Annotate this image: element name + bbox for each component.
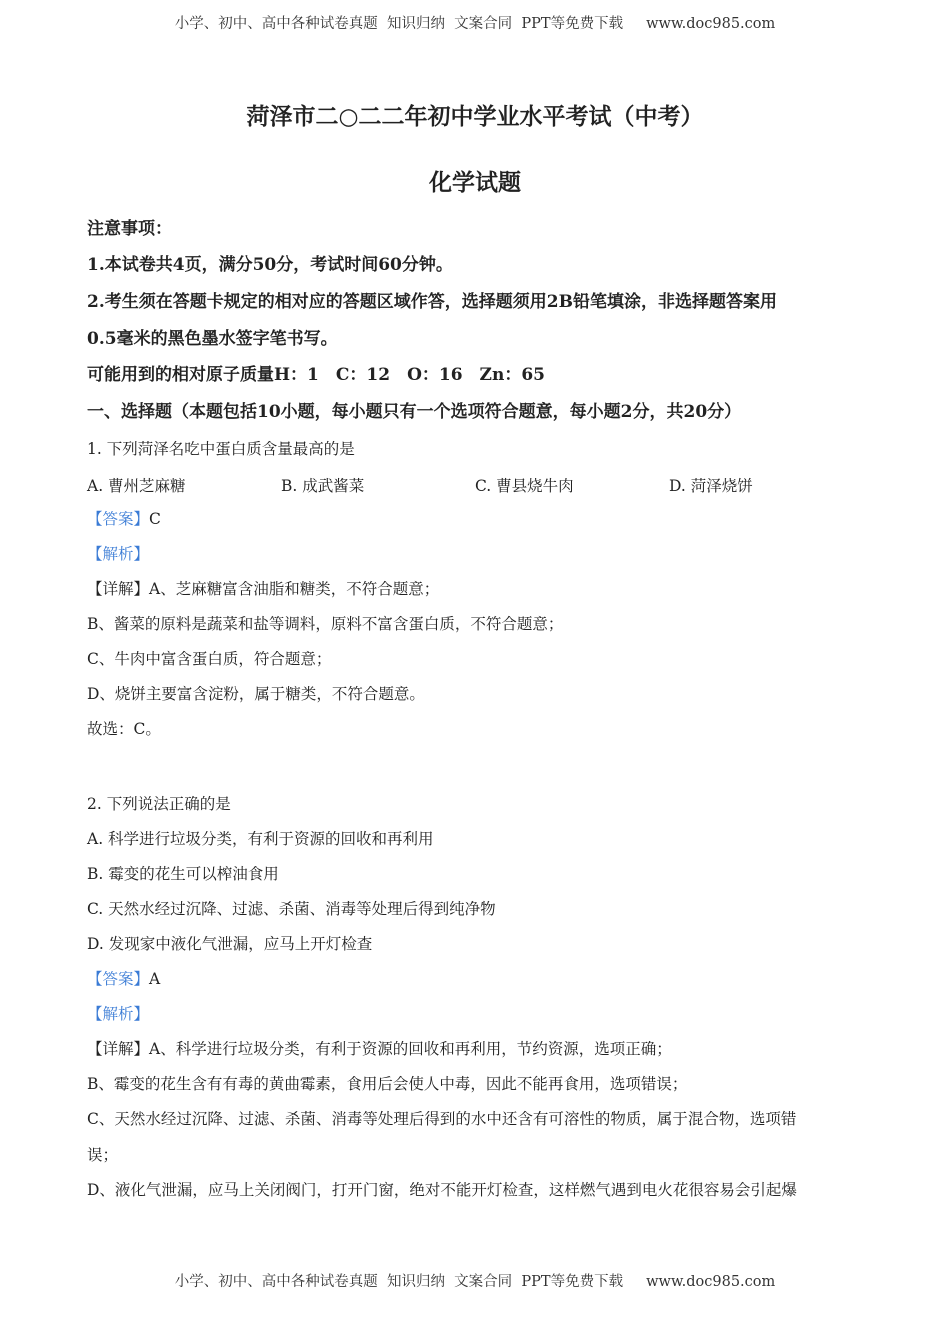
answer-value: A — [149, 970, 161, 988]
option-c: C. 曹县烧牛肉 — [475, 477, 574, 495]
detail-line: 【详解】A、科学进行垃圾分类，有利于资源的回收和再利用，节约资源，选项正确； — [87, 1040, 672, 1058]
answer-line — [87, 969, 160, 989]
analysis-label: 【解析】 — [87, 1005, 150, 1023]
page-footer: 小学、初中、高中各种试卷真题 知识归纳 文案合同 PPT等免费下载 www.doc985.com — [174, 1274, 776, 1290]
detail-line: D、烧饼主要富含淀粉，属于糖类，不符合题意。 — [87, 685, 425, 703]
note-line: 0.5毫米的黑色墨水签字笔书写。 — [87, 329, 338, 349]
detail-line: 误； — [87, 1146, 119, 1164]
notes-heading: 注意事项： — [87, 219, 172, 239]
question-stem: 2. 下列说法正确的是 — [87, 795, 231, 813]
option-d: D. 菏泽烧饼 — [669, 477, 753, 495]
option-a: A. 曹州芝麻糖 — [87, 477, 186, 495]
answer-value: C — [149, 510, 161, 528]
option-d: D. 发现家中液化气泄漏，应马上开灯检查 — [87, 935, 373, 953]
answer-line — [87, 509, 161, 529]
option-b: B. 成武酱菜 — [281, 477, 365, 495]
page-header: 小学、初中、高中各种试卷真题 知识归纳 文案合同 PPT等免费下载 www.doc985.com — [174, 16, 776, 32]
detail-line: 故选：C。 — [87, 720, 161, 738]
exam-title: 菏泽市二○二二年初中学业水平考试（中考） — [246, 103, 704, 130]
note-line: 2.考生须在答题卡规定的相对应的答题区域作答，选择题须用2B铅笔填涂，非选择题答案用 — [87, 292, 777, 312]
option-b: B. 霉变的花生可以榨油食用 — [87, 865, 279, 883]
detail-line: C、牛肉中富含蛋白质，符合题意； — [87, 650, 332, 668]
answer-label: 【答案】 — [87, 970, 150, 988]
detail-line: B、酱菜的原料是蔬菜和盐等调料，原料不富含蛋白质，不符合题意； — [87, 615, 564, 633]
note-line: 1.本试卷共4页，满分50分，考试时间60分钟。 — [87, 255, 453, 275]
detail-line: B、霉变的花生含有有毒的黄曲霉素，食用后会使人中毒，因此不能再食用，选项错误； — [87, 1075, 688, 1093]
option-a: A. 科学进行垃圾分类，有利于资源的回收和再利用 — [87, 830, 434, 848]
question-stem: 1. 下列菏泽名吃中蛋白质含量最高的是 — [87, 440, 355, 458]
atomic-masses: 可能用到的相对原子质量H：1 C：12 O：16 Zn：65 — [87, 365, 545, 385]
detail-line: C、天然水经过沉降、过滤、杀菌、消毒等处理后得到的水中还含有可溶性的物质，属于混合物，选项错 — [87, 1110, 797, 1128]
section-heading: 一、选择题（本题包括10小题，每小题只有一个选项符合题意，每小题2分，共20分） — [87, 402, 742, 422]
analysis-label: 【解析】 — [87, 545, 150, 563]
answer-label: 【答案】 — [87, 510, 150, 528]
detail-line: 【详解】A、芝麻糖富含油脂和糖类，不符合题意； — [87, 580, 440, 598]
exam-subtitle: 化学试题 — [429, 169, 521, 196]
option-c: C. 天然水经过沉降、过滤、杀菌、消毒等处理后得到纯净物 — [87, 900, 496, 918]
detail-line: D、液化气泄漏，应马上关闭阀门，打开门窗，绝对不能开灯检查，这样燃气遇到电火花很容易会引起爆 — [87, 1181, 797, 1199]
